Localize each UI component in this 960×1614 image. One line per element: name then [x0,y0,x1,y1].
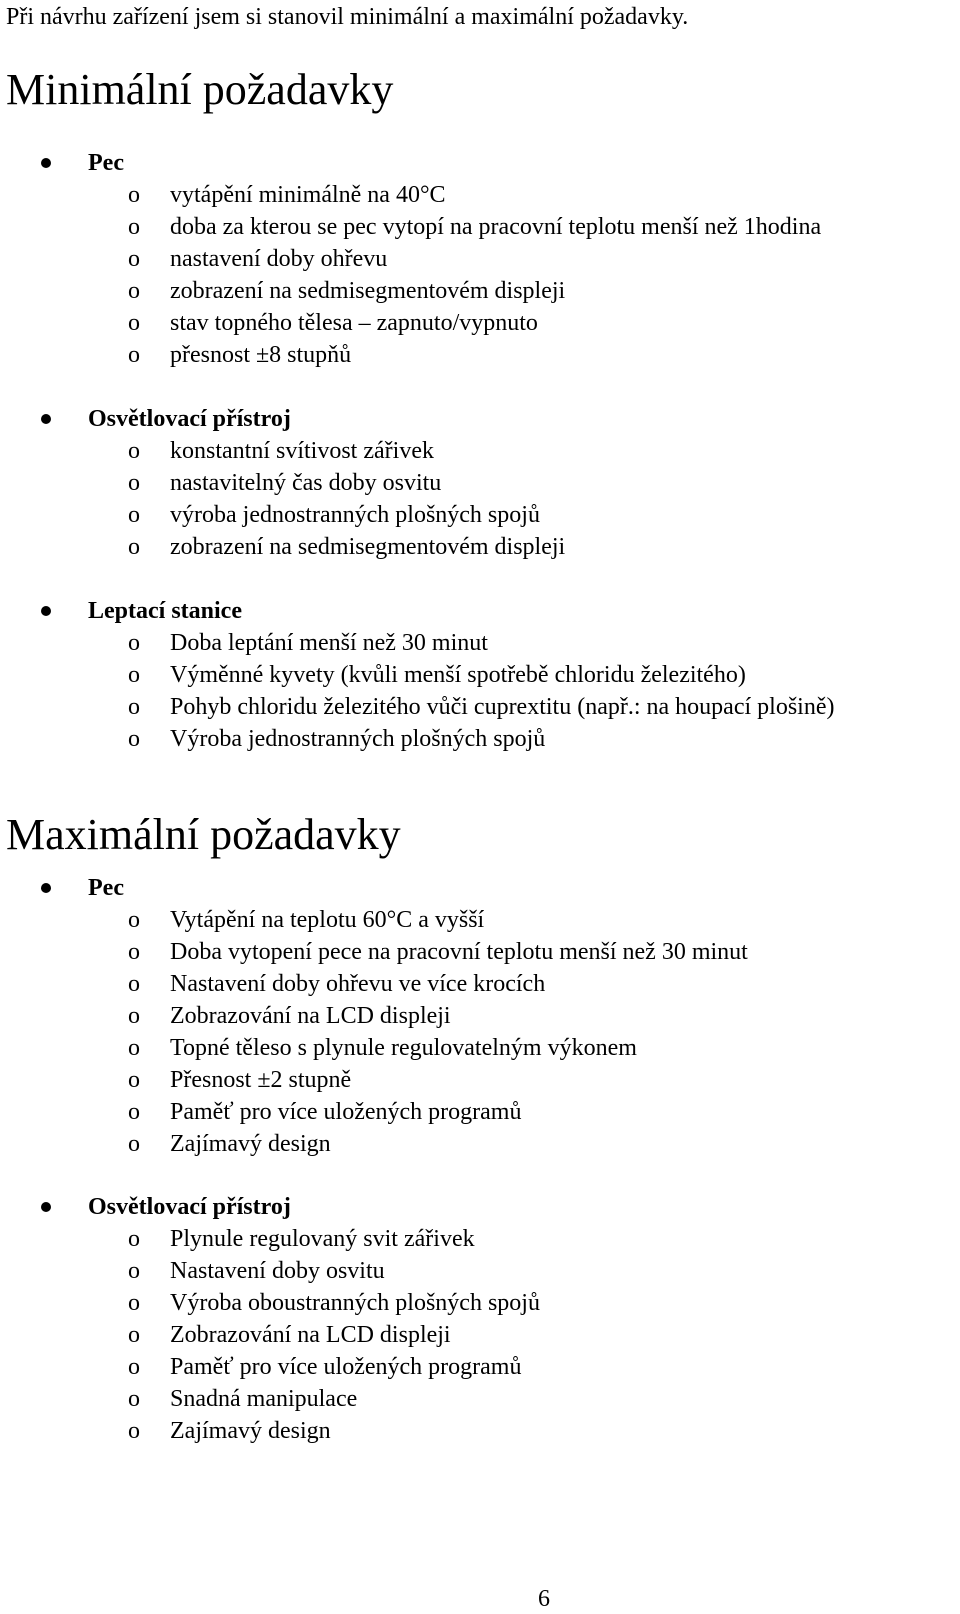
group-min-etching-station [0,595,960,755]
list-item [0,1000,960,1032]
list-item-text: Doba leptání menší než 30 minut [170,630,488,656]
group-title [0,403,960,435]
list-item [0,1287,960,1319]
list-item [0,531,960,563]
list-marker: o [128,1290,140,1316]
list-marker: o [128,726,140,752]
page-number: 6 [538,1586,550,1612]
list-item-text: doba za kterou se pec vytopí na pracovní teplotu menší než 1hodina [170,214,822,240]
list-item-text: nastavitelný čas doby osvitu [170,470,442,496]
list-marker: o [128,502,140,528]
list-item-text: Doba vytopení pece na pracovní teplotu menší než 30 minut [170,939,748,965]
group-title [0,872,960,904]
list-marker: o [128,1354,140,1380]
bullet-dot-icon [41,1202,51,1212]
list-item [0,1096,960,1128]
maximal-requirements-heading: Maximální požadavky [6,810,401,859]
list-item [0,179,960,211]
list-marker: o [128,1418,140,1444]
bullet-dot-icon [41,606,51,616]
list-marker: o [128,278,140,304]
list-marker: o [128,246,140,272]
list-marker: o [128,662,140,688]
list-item [0,339,960,371]
list-item-text: zobrazení na sedmisegmentovém displeji [170,278,566,304]
group-title-text: Pec [88,150,124,176]
list-marker: o [128,1067,140,1093]
list-marker: o [128,214,140,240]
list-marker: o [128,310,140,336]
list-item-text: Snadná manipulace [170,1386,358,1412]
list-item [0,467,960,499]
list-item-text: Paměť pro více uložených programů [170,1099,522,1125]
list-item-text: přesnost ±8 stupňů [170,342,352,368]
list-item [0,243,960,275]
list-marker: o [128,342,140,368]
list-marker: o [128,182,140,208]
list-item [0,1128,960,1160]
list-marker: o [128,1131,140,1157]
list-marker: o [128,1322,140,1348]
list-item [0,1223,960,1255]
list-item [0,968,960,1000]
bullet-dot-icon [41,414,51,424]
list-item-text: Zajímavý design [170,1418,331,1444]
intro-paragraph: Při návrhu zařízení jsem si stanovil minimální a maximální požadavky. [6,4,689,30]
list-item [0,723,960,755]
minimal-requirements-heading: Minimální požadavky [6,65,394,114]
list-item-text: nastavení doby ohřevu [170,246,388,272]
list-marker: o [128,939,140,965]
list-item-text: zobrazení na sedmisegmentovém displeji [170,534,566,560]
group-title-text: Leptací stanice [88,598,242,624]
list-marker: o [128,630,140,656]
list-item [0,659,960,691]
list-item [0,1383,960,1415]
list-marker: o [128,971,140,997]
list-item-text: Nastavení doby osvitu [170,1258,385,1284]
bullet-dot-icon [41,158,51,168]
group-max-exposure-unit [0,1191,960,1447]
list-marker: o [128,694,140,720]
list-item [0,307,960,339]
list-item-text: Paměť pro více uložených programů [170,1354,522,1380]
list-item [0,499,960,531]
list-marker: o [128,470,140,496]
list-marker: o [128,438,140,464]
group-title [0,595,960,627]
list-item [0,691,960,723]
list-item [0,275,960,307]
list-item-text: Přesnost ±2 stupně [170,1067,352,1093]
group-title-text: Pec [88,875,124,901]
list-item-text: Plynule regulovaný svit zářivek [170,1226,475,1252]
group-min-exposure-unit [0,403,960,563]
list-item [0,1032,960,1064]
list-marker: o [128,1386,140,1412]
list-marker: o [128,1035,140,1061]
list-item-text: Zajímavý design [170,1131,331,1157]
list-item [0,936,960,968]
list-marker: o [128,1003,140,1029]
list-item-text: Výroba oboustranných plošných spojů [170,1290,540,1316]
group-title [0,147,960,179]
group-title-text: Osvětlovací přístroj [88,406,291,432]
list-marker: o [128,1226,140,1252]
list-item-text: Pohyb chloridu železitého vůči cuprextitu (např.: na houpací plošině) [170,694,835,720]
list-item-text: stav topného tělesa – zapnuto/vypnuto [170,310,538,336]
list-item [0,211,960,243]
bullet-dot-icon [41,883,51,893]
list-item-text: Výměnné kyvety (kvůli menší spotřebě chloridu železitého) [170,662,746,688]
group-title-text: Osvětlovací přístroj [88,1194,291,1220]
list-item-text: Nastavení doby ohřevu ve více krocích [170,971,546,997]
list-item [0,1064,960,1096]
list-item-text: konstantní svítivost zářivek [170,438,434,464]
list-marker: o [128,534,140,560]
list-item [0,904,960,936]
list-item [0,1319,960,1351]
group-min-oven [0,147,960,371]
list-marker: o [128,1258,140,1284]
list-item-text: Zobrazování na LCD displeji [170,1322,451,1348]
group-title [0,1191,960,1223]
list-item [0,435,960,467]
list-item [0,1351,960,1383]
group-max-oven [0,872,960,1160]
list-marker: o [128,1099,140,1125]
list-item [0,627,960,659]
list-item-text: Výroba jednostranných plošných spojů [170,726,546,752]
list-marker: o [128,907,140,933]
list-item-text: Zobrazování na LCD displeji [170,1003,451,1029]
list-item-text: Vytápění na teplotu 60°C a vyšší [170,907,485,933]
list-item [0,1255,960,1287]
list-item-text: vytápění minimálně na 40°C [170,182,446,208]
list-item-text: výroba jednostranných plošných spojů [170,502,540,528]
list-item [0,1415,960,1447]
list-item-text: Topné těleso s plynule regulovatelným výkonem [170,1035,637,1061]
